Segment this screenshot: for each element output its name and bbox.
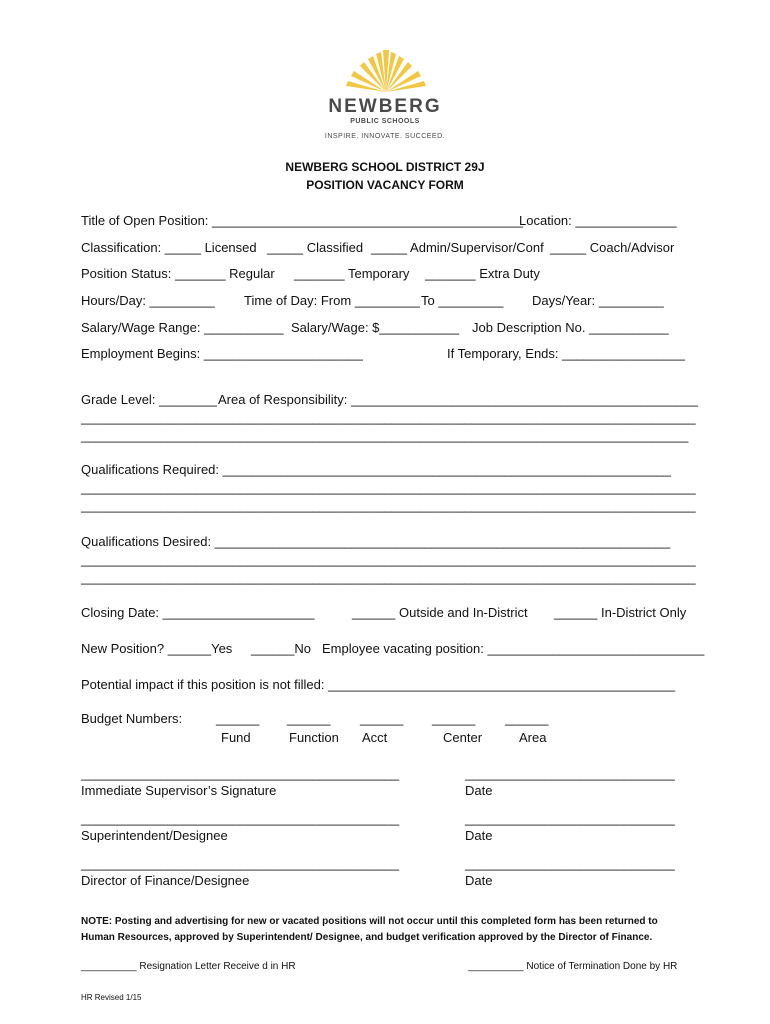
supervisor-signature-line[interactable]: ____________________________________________ [81,766,400,781]
time-of-day-from-field[interactable]: Time of Day: From _________ [244,293,420,308]
qualifications-desired-field[interactable]: Qualifications Desired: _______________________________________________________________ [81,534,671,549]
classification-coach[interactable]: _____ Coach/Advisor [550,240,675,255]
brand-tagline: INSPIRE. INNOVATE. SUCCEED. [324,133,446,140]
budget-function-field[interactable]: ______ [287,711,331,726]
budget-fund-label: Fund [221,730,251,745]
location-field[interactable]: Location: ______________ [519,213,677,228]
employee-vacating-field[interactable]: Employee vacating position: ______________________________ [322,641,705,656]
budget-center-label: Center [443,730,483,745]
in-district-only-option[interactable]: ______ In-District Only [554,605,687,620]
budget-fund-field[interactable]: ______ [216,711,260,726]
termination-notice-field[interactable]: __________ Notice of Termination Done by HR [468,961,678,972]
qualifications-desired-line-1[interactable]: _____________________________________________________________________________________ [81,552,696,567]
newberg-sunburst-logo-icon [336,44,436,94]
brand-name: NEWBERG [328,96,442,117]
budget-acct-label: Acct [362,730,388,745]
job-description-field[interactable]: Job Description No. ___________ [472,320,669,335]
supervisor-date-line[interactable]: _____________________________ [465,766,675,781]
position-status-temporary[interactable]: _______ Temporary [294,266,410,281]
area-line-2[interactable]: ____________________________________________________________________________________ [81,428,689,443]
note-line-2: Human Resources, approved by Superintendent/ Designee, and budget verification approved by the Director of Finance. [81,932,653,943]
area-of-responsibility-field[interactable]: Area of Responsibility: ________________________________________________ [218,392,698,407]
supervisor-signature-label: Immediate Supervisor’s Signature [81,783,277,798]
form-title: NEWBERG SCHOOL DISTRICT 29J [285,160,485,174]
temporary-ends-field[interactable]: If Temporary, Ends: _________________ [447,346,686,361]
title-of-position-field[interactable]: Title of Open Position: ___________________________________________ [81,213,523,228]
superintendent-signature-line[interactable]: ____________________________________________ [81,811,400,826]
budget-acct-field[interactable]: ______ [360,711,404,726]
hours-day-field[interactable]: Hours/Day: _________ [81,293,215,308]
budget-center-field[interactable]: ______ [432,711,476,726]
classification-admin[interactable]: _____ Admin/Supervisor/Conf [371,240,544,255]
supervisor-date-label: Date [465,783,493,798]
finance-date-label: Date [465,873,493,888]
superintendent-signature-label: Superintendent/Designee [81,828,228,843]
finance-signature-line[interactable]: ____________________________________________ [81,856,400,871]
new-position-yes[interactable]: New Position? ______Yes [81,641,233,656]
outside-in-district-option[interactable]: ______ Outside and In-District [352,605,528,620]
employment-begins-field[interactable]: Employment Begins: ______________________ [81,346,363,361]
potential-impact-field[interactable]: Potential impact if this position is not filled: ________________________________________________ [81,677,676,692]
brand-sub: PUBLIC SCHOOLS [350,118,420,125]
salary-range-field[interactable]: Salary/Wage Range: ___________ [81,320,284,335]
qualifications-desired-line-2[interactable]: _____________________________________________________________________________________ [81,570,696,585]
time-of-day-to-field[interactable]: To _________ [421,293,504,308]
grade-level-field[interactable]: Grade Level: ________ [81,392,217,407]
new-position-no[interactable]: ______No [251,641,311,656]
finance-signature-label: Director of Finance/Designee [81,873,250,888]
qualifications-required-line-2[interactable]: _____________________________________________________________________________________ [81,498,696,513]
budget-numbers-label: Budget Numbers: [81,711,183,726]
qualifications-required-field[interactable]: Qualifications Required: ______________________________________________________________ [81,462,671,477]
classification-licensed[interactable]: Classification: _____ Licensed [81,240,257,255]
area-line-1[interactable]: _____________________________________________________________________________________ [81,410,696,425]
days-year-field[interactable]: Days/Year: _________ [532,293,664,308]
budget-area-label: Area [519,730,547,745]
revision-note: HR Revised 1/15 [81,993,142,1002]
finance-date-line[interactable]: _____________________________ [465,856,675,871]
salary-wage-field[interactable]: Salary/Wage: $___________ [291,320,459,335]
budget-area-field[interactable]: ______ [505,711,549,726]
closing-date-field[interactable]: Closing Date: _____________________ [81,605,315,620]
superintendent-date-line[interactable]: _____________________________ [465,811,675,826]
qualifications-required-line-1[interactable]: _____________________________________________________________________________________ [81,480,696,495]
position-status-extra-duty[interactable]: _______ Extra Duty [425,266,540,281]
resignation-letter-field[interactable]: __________ Resignation Letter Receive d in HR [81,961,296,972]
form-subtitle: POSITION VACANCY FORM [306,178,464,192]
budget-function-label: Function [289,730,339,745]
classification-classified[interactable]: _____ Classified [267,240,364,255]
superintendent-date-label: Date [465,828,493,843]
note-line-1: NOTE: Posting and advertising for new or vacated positions will not occur until this completed form has been returned to [81,916,658,927]
position-status-regular[interactable]: Position Status: _______ Regular [81,266,275,281]
